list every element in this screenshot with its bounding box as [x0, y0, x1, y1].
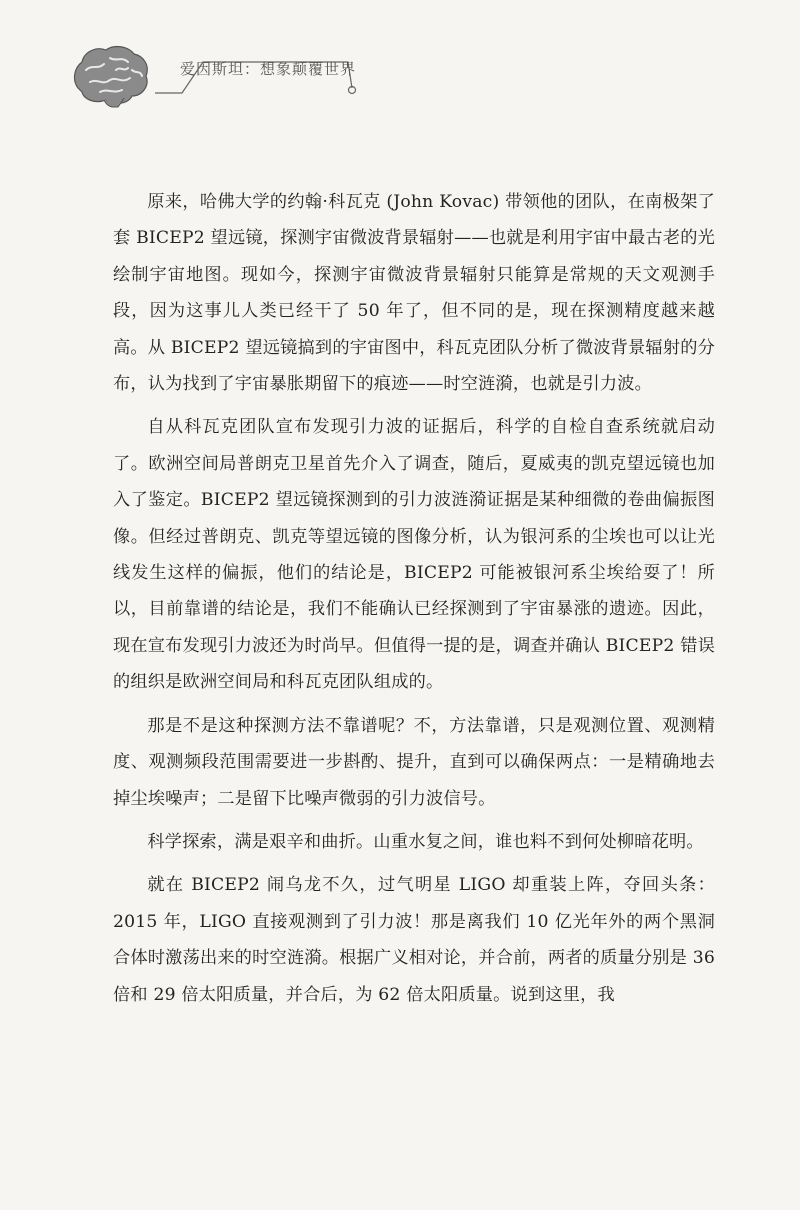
- paragraph: 原来，哈佛大学的约翰·科瓦克 (John Kovac) 带领他的团队，在南极架了套 BICEP2 望远镜，探测宇宙微波背景辐射——也就是利用宇宙中最古老的光绘制宇宙地图。现如今，探测宇宙微波背景辐射只能算是常规的天文观测手段，因为这事儿人类已经干了 50 年了，但不同的是，现在探测精度越来越高。从 BICEP2 望远镜搞到的宇宙图中，科瓦克团队分析了微波背景辐射的分布，认为找到了宇宙暴胀期留下的痕迹——时空涟漪，也就是引力波。: [113, 192, 715, 395]
- brain-icon: [70, 40, 152, 110]
- body-text: [113, 184, 715, 1013]
- running-header: [0, 0, 800, 140]
- paragraph: 自从科瓦克团队宣布发现引力波的证据后，科学的自检自查系统就启动了。欧洲空间局普朗克卫星首先介入了调查，随后，夏威夷的凯克望远镜也加入了鉴定。BICEP2 望远镜探测到的引力波涟漪证据是某种细微的卷曲偏振图像。但经过普朗克、凯克等望远镜的图像分析，认为银河系的尘埃也可以让光线发生这样的偏振，他们的结论是，BICEP2 可能被银河系尘埃给耍了！所以，目前靠谱的结论是，我们不能确认已经探测到了宇宙暴涨的遗迹。因此，现在宣布发现引力波还为时尚早。但值得一提的是，调查并确认 BICEP2 错误的组织是欧洲空间局和科瓦克团队组成的。: [113, 417, 715, 693]
- book-title: 爱因斯坦：想象颠覆世界: [180, 60, 357, 78]
- paragraph: 科学探索，满是艰辛和曲折。山重水复之间，谁也料不到何处柳暗花明。: [147, 831, 704, 852]
- paragraph: 那是不是这种探测方法不靠谱呢？不，方法靠谱，只是观测位置、观测精度、观测频段范围需要进一步斟酌、提升，直到可以确保两点：一是精确地去掉尘埃噪声；二是留下比噪声微弱的引力波信号。: [113, 715, 715, 809]
- paragraph: 就在 BICEP2 闹乌龙不久，过气明星 LIGO 却重装上阵，夺回头条：2015 年，LIGO 直接观测到了引力波！那是离我们 10 亿光年外的两个黑洞合体时激荡出来的时空涟漪。根据广义相对论，并合前，两者的质量分别是 36 倍和 29 倍太阳质量，并合后，为 62 倍太阳质量。说到这里，我: [113, 875, 715, 1005]
